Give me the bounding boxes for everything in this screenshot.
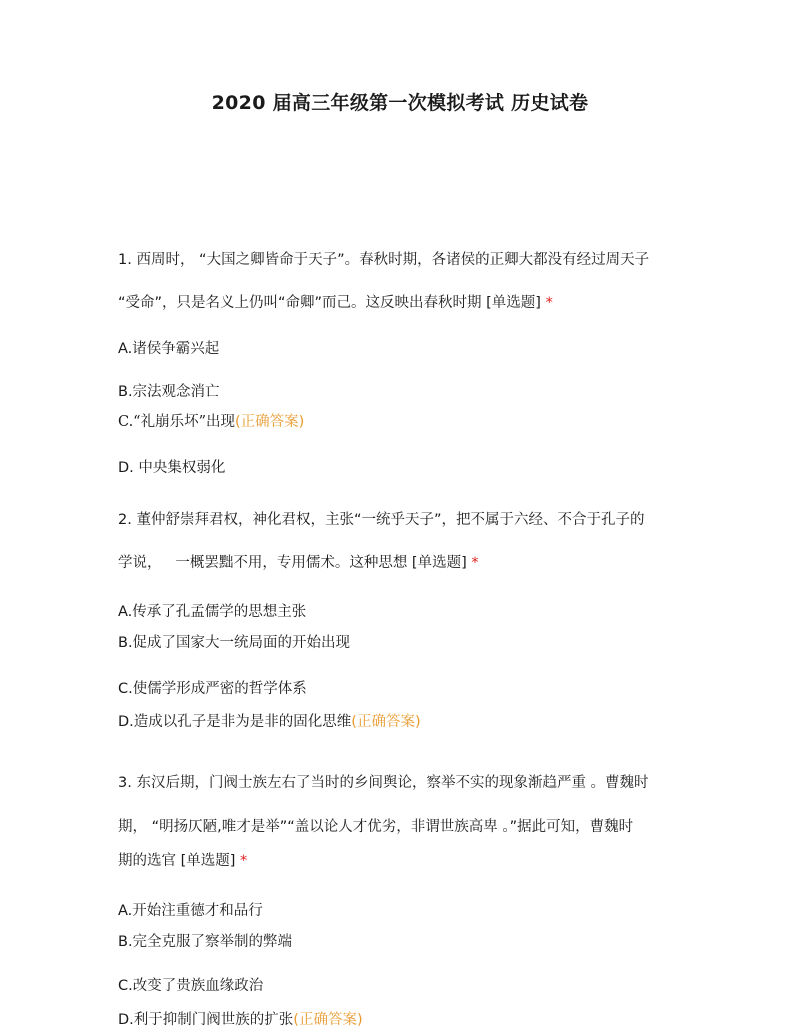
question-3-stem-line-2: 期， “明扬仄陋,唯才是举”“盖以论人才优劣，非谓世族高卑 。”据此可知，曹魏时 [118,819,634,835]
question-1-stem-text: “受命”，只是名义上仍叫“命卿”而己。这反映出春秋时期 [单选题] [118,295,541,311]
option-text: D.利于抑制门阀世族的扩张 [118,1012,294,1028]
question-2-option-a[interactable]: A.传承了孔孟儒学的思想主张 [118,604,307,620]
page-title: 2020 届高三年级第一次模拟考试 历史试卷 [211,92,589,114]
question-1-stem-line-2 [118,291,553,312]
required-mark: * [545,295,553,311]
question-1-option-d[interactable]: D. 中央集权弱化 [118,460,226,476]
question-3-option-a[interactable]: A.开始注重德才和品行 [118,903,263,919]
correct-answer-tag: (正确答案) [351,714,421,730]
question-2-stem-line-1: 2. 董仲舒崇拜君权，神化君权，主张“一统乎天子”，把不属于六经、不合于孔子的 [118,512,645,528]
option-text: D.造成以孔子是非为是非的固化思维 [118,714,352,730]
required-mark: * [240,853,248,869]
option-text: C.“礼崩乐坏”出现 [118,414,236,430]
correct-answer-tag: (正确答案) [293,1012,363,1028]
question-1-option-c[interactable] [118,410,304,431]
question-3-stem-line-1: 3. 东汉后期，门阀士族左右了当时的乡间舆论，察举不实的现象渐趋严重 。曹魏时 [118,775,649,791]
question-2-option-c[interactable]: C.使儒学形成严密的哲学体系 [118,681,307,697]
question-3-option-c[interactable]: C.改变了贵族血缘政治 [118,978,264,994]
question-2-stem-text: 学说， 一概罢黜不用，专用儒术。这种思想 [单选题] [118,555,467,571]
question-1-stem-line-1: 1. 西周时， “大国之卿皆命于天子”。春秋时期，各诸侯的正卿大都没有经过周天子 [118,252,650,268]
question-3-option-d[interactable] [118,1008,363,1029]
question-3-stem-line-3 [118,849,247,870]
question-1-option-a[interactable]: A.诸侯争霸兴起 [118,341,220,357]
required-mark: * [471,555,479,571]
question-1-option-b[interactable]: B.宗法观念消亡 [118,384,220,400]
correct-answer-tag: (正确答案) [235,414,305,430]
question-2-option-b[interactable]: B.促成了国家大一统局面的开始出现 [118,635,351,651]
question-3-stem-text: 期的选官 [单选题] [118,853,236,869]
question-2-stem-line-2 [118,551,479,572]
question-3-option-b[interactable]: B.完全克服了察举制的弊端 [118,934,293,950]
question-2-option-d[interactable] [118,710,421,731]
